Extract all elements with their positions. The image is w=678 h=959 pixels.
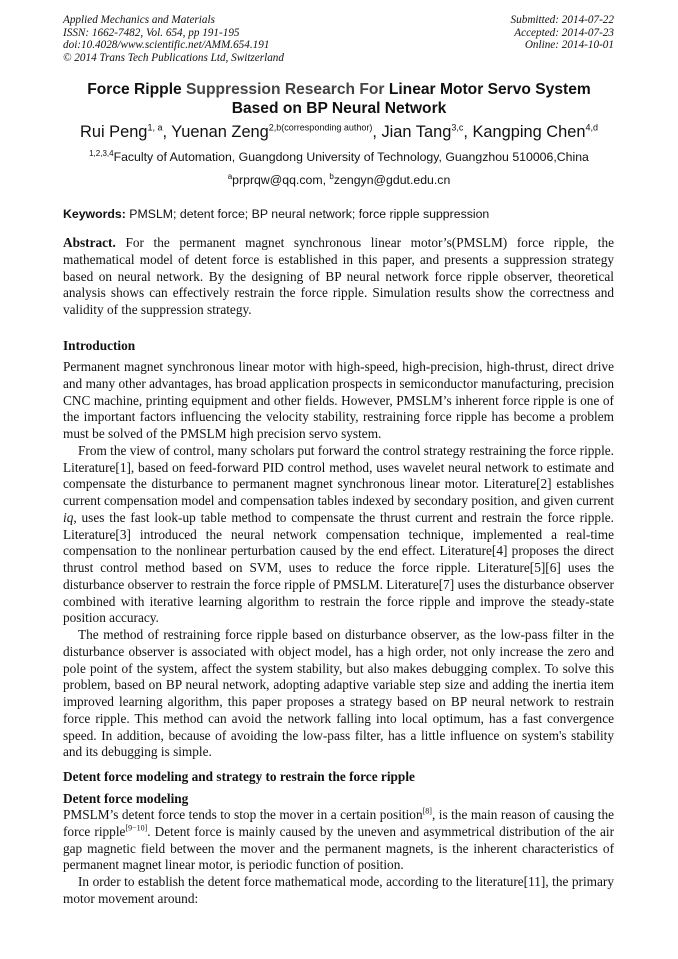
author-name: Yuenan Zeng bbox=[171, 123, 269, 141]
issn-line: ISSN: 1662-7482, Vol. 654, pp 191-195 bbox=[63, 26, 240, 39]
title-part: Linear Motor Servo System bbox=[388, 81, 591, 98]
email-sup: a bbox=[227, 171, 233, 181]
abstract bbox=[63, 235, 614, 319]
section-heading: Detent force modeling and strategy to restrain the force ripple bbox=[63, 769, 415, 784]
author-name: Rui Peng bbox=[80, 123, 148, 141]
abstract-text: For the permanent magnet synchronous linear motor’s(PMSLM) force ripple, the mathematical model of detent force is established in this paper, and presents a suppression strategy based on neural network. By the designing of BP neural network force ripple observer, theoretical analysis shows can effectively restrain the force ripple. Simulation results show the correctness and validity of the suppression strategy. bbox=[63, 235, 614, 317]
title-part: Force Ripple bbox=[87, 81, 182, 98]
paragraph: The method of restraining force ripple based on disturbance observer, as the low-pass filter in the disturbance observer is associated with object model, has a high order, not only increase the zero and pole point of the system, affect the system stability, but also makes debugging complex. To solve this problem, based on BP neural network, adopting adaptive variable step size and adding the inertia item improved learning algorithm, this paper proposes a strategy based on BP neural network to restrain force ripple. This method can avoid the network falling into local optimum, has a fast convergence speed. In addition, because of avoiding the low-pass filter, has a little influence on system's stability and its debugging is simple. bbox=[63, 627, 614, 760]
doi-line: doi:10.4028/www.scientific.net/AMM.654.191 bbox=[63, 39, 270, 52]
paragraph bbox=[63, 807, 614, 874]
title-part: Suppression Research For bbox=[181, 81, 389, 98]
introduction-section bbox=[63, 338, 614, 761]
text-segment: From the view of control, many scholars put forward the control strategy restraining the force ripple. Literature[1], based on feed-forward PID control method, uses wavelet neural network to estimate and compensate the disturbance to permanent magnet synchronous linear motor. Literature[2] establishes current compensation model and compensation tables indexed by secondary position, and given current bbox=[63, 442, 614, 508]
dates-info bbox=[511, 14, 614, 52]
accepted-date: Accepted: 2014-07-23 bbox=[514, 26, 614, 39]
math-variable: iq bbox=[63, 509, 74, 525]
email: prprqw@qq.com bbox=[232, 173, 323, 187]
author-name: Kangping Chen bbox=[472, 123, 586, 141]
author-sup: 2,b(corresponding author) bbox=[268, 122, 373, 133]
abstract-label: Abstract. bbox=[63, 235, 116, 250]
online-date: Online: 2014-10-01 bbox=[524, 39, 614, 52]
affiliation-text: Faculty of Automation, Guangdong University of Technology, Guangzhou 510006,China bbox=[113, 150, 589, 164]
paragraph: In order to establish the detent force mathematical mode, according to the literature[11], the primary motor movement around: bbox=[63, 874, 614, 906]
citation: [9−10] bbox=[125, 823, 148, 833]
subsection-heading: Detent force modeling bbox=[63, 791, 189, 806]
author-sup: 1, a bbox=[147, 122, 163, 133]
author-list: Rui Peng$^{1, a}$, Yuenan Zeng$^{2,b(corresponding author)}$, Jian Tang$^{3,c}$, Kangping Chen$^{4,d}$ bbox=[80, 122, 598, 141]
paragraph bbox=[63, 443, 614, 627]
text-segment: , uses the fast look-up table method to compensate the thrust current and restrain the force ripple. Literature[3] introduced the neural network compensation technique, implemented a real-time compensation to the nonlinear perturbation caused by the end effect. Literature[4] proposes the direct thrust control method based on SVM, uses to reduce the force ripple. Literature[5][6] uses the disturbance observer to restrain the force ripple of PMSLM. Literature[7] uses the disturbance observer combined with iterative learning algorithm to restrain the force ripple and improve the steady-state position accuracy. bbox=[63, 509, 614, 626]
email: zengyn@gdut.edu.cn bbox=[333, 173, 451, 187]
author-name: Jian Tang bbox=[381, 123, 452, 141]
keywords bbox=[63, 207, 489, 221]
keywords-text: PMSLM; detent force; BP neural network; force ripple suppression bbox=[125, 207, 490, 221]
affiliation bbox=[20, 150, 658, 164]
text-segment: , is the main reason of causing the force ripple bbox=[63, 807, 614, 839]
paper-title bbox=[40, 80, 638, 118]
text-segment: . Detent force is mainly caused by the uneven and asymmetrical distribution of the air gap magnetic field between the mover and the permanent magnets, is the inherent characteristics of permanent magnet linear motor, is periodic function of position. bbox=[63, 823, 614, 873]
keywords-label: Keywords: bbox=[63, 207, 126, 221]
title-line2: Based on BP Neural Network bbox=[231, 100, 447, 117]
paragraph: Permanent magnet synchronous linear motor with high-speed, high-precision, high-thrust, direct drive and many other advantages, has broad application prospects in semiconductor manufacturing, precision CNC machine, printing equipment and other fields. However, PMSLM’s inherent force ripple is one of the important factors influencing the velocity stability, restraining force ripple has become a problem must be solved of the PMSLM high precision servo system. bbox=[63, 359, 614, 441]
author-sup: 3,c bbox=[451, 122, 464, 133]
text-segment: PMSLM’s detent force tends to stop the mover in a certain position bbox=[63, 807, 423, 822]
author-sup: 4,d bbox=[585, 122, 598, 133]
emails: $^a$prprqw@qq.com, $^b$zengyn@gdut.edu.cn bbox=[227, 171, 451, 187]
introduction-heading: Introduction bbox=[63, 338, 136, 353]
journal-info bbox=[63, 14, 284, 64]
affiliation-sup: 1,2,3,4 bbox=[89, 148, 114, 158]
submitted-date: Submitted: 2014-07-22 bbox=[510, 14, 614, 26]
journal-name: Applied Mechanics and Materials bbox=[63, 14, 215, 26]
detent-section bbox=[63, 769, 614, 908]
citation: [8] bbox=[422, 806, 432, 816]
copyright-line: © 2014 Trans Tech Publications Ltd, Switzerland bbox=[63, 51, 284, 64]
email-sup: b bbox=[329, 171, 334, 181]
